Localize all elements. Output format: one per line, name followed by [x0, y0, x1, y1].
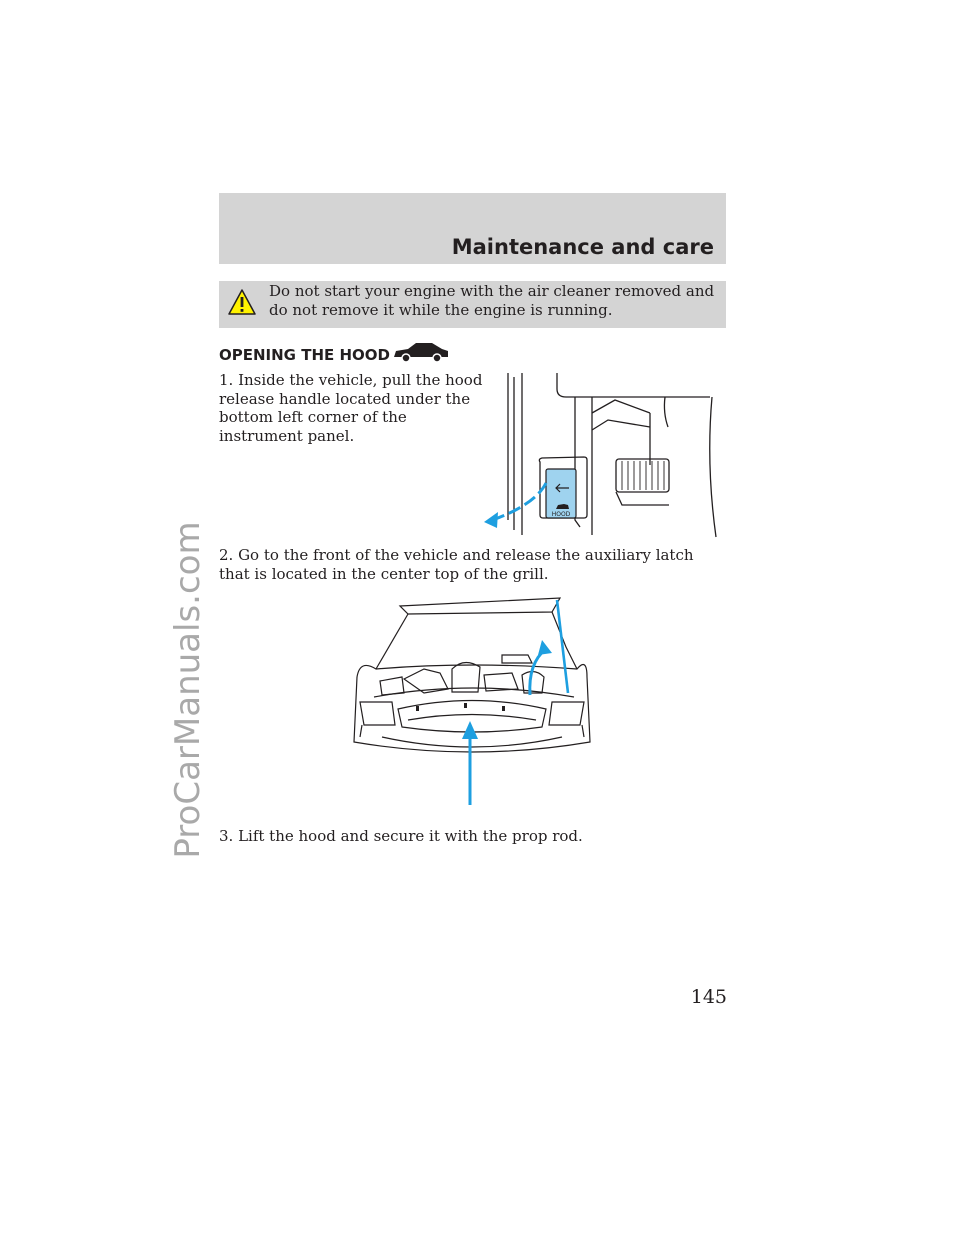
header-band [219, 193, 726, 264]
step-3-text: 3. Lift the hood and secure it with the prop rod. [219, 827, 583, 845]
warning-triangle-icon [228, 289, 256, 315]
hood-label: HOOD [551, 511, 571, 518]
hood-release-figure [480, 365, 730, 547]
step-1-text: 1. Inside the vehicle, pull the hood release handle located under the bottom left corner of the instrument panel. [219, 371, 483, 445]
warning-box [219, 281, 726, 328]
car-hood-icon [392, 339, 450, 363]
site-watermark: ProCarManuals.com [168, 521, 208, 859]
step-2-text: 2. Go to the front of the vehicle and release the auxiliary latch that is located in the center top of the grill. [219, 546, 694, 583]
section-heading [219, 346, 450, 364]
van-front-figure [352, 597, 592, 809]
section-heading-text: OPENING THE HOOD [219, 346, 390, 364]
section-title: Maintenance and care [451, 235, 714, 259]
page-number: 145 [690, 986, 727, 1008]
warning-text: Do not start your engine with the air cleaner removed and do not remove it while the engine is running. [269, 282, 715, 319]
